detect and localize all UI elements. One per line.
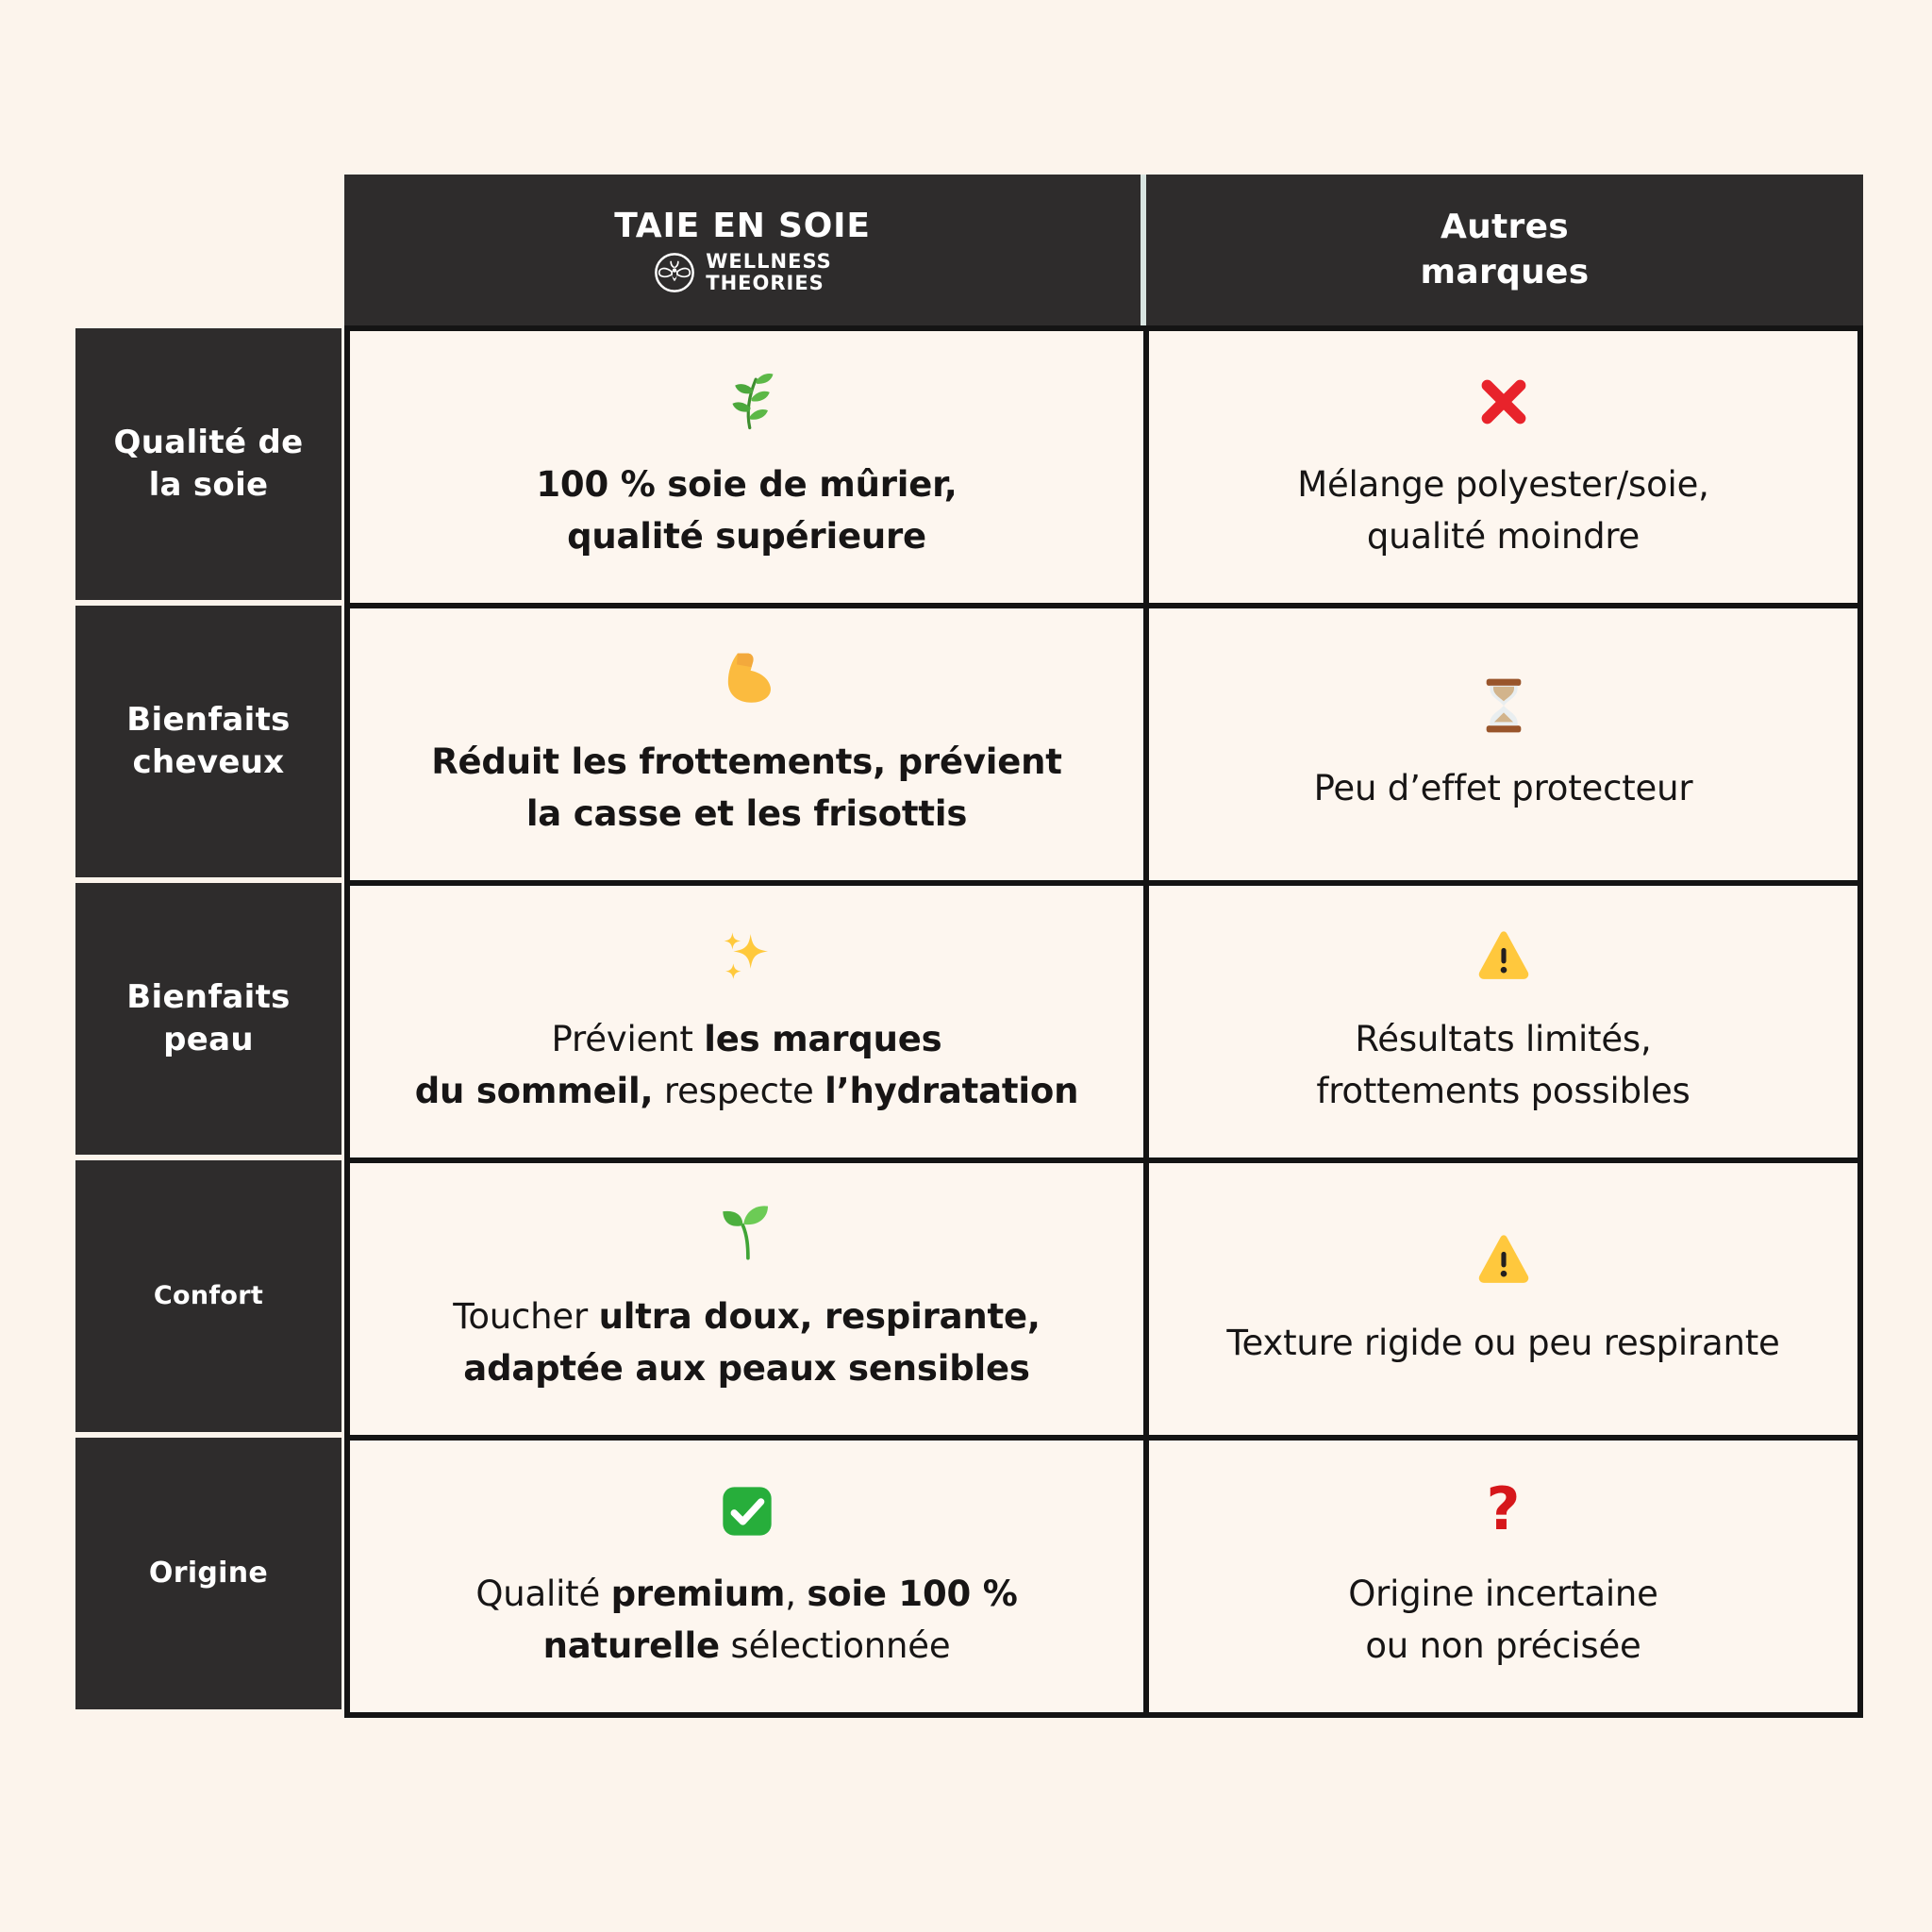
cell-text-line: Mélange polyester/soie,	[1297, 464, 1709, 506]
row-label-column	[75, 328, 341, 1709]
row-label-line: peau	[163, 1021, 254, 1058]
cell-text-line: Prévient les marques	[551, 1019, 942, 1060]
cell-text	[475, 1569, 1017, 1673]
cell-text-line: du sommeil, respecte l’hydratation	[414, 1071, 1079, 1111]
cell-text-line: la casse et les frisottis	[525, 793, 968, 834]
brand-logo-block	[653, 251, 832, 294]
other-brands-line-1: Autres	[1440, 208, 1570, 247]
red-question-mark-icon: ?	[1486, 1474, 1521, 1544]
cell-text	[1226, 1318, 1779, 1370]
brand-cell	[350, 1441, 1143, 1712]
row-label-line: Qualité de	[113, 424, 304, 462]
row-label	[75, 1160, 341, 1432]
brand-logo-line-1: WELLNESS	[706, 249, 832, 273]
row-label	[75, 883, 341, 1155]
brand-cell	[350, 1163, 1143, 1435]
cell-text	[453, 1291, 1041, 1395]
check-mark-button-icon	[716, 1480, 778, 1542]
bee-logo-icon	[653, 251, 696, 294]
cell-text-line: ou non précisée	[1365, 1625, 1641, 1666]
row-label-line: Bienfaits	[126, 978, 291, 1017]
brand-cell	[350, 331, 1143, 603]
cell-text-line: Résultats limités,	[1355, 1019, 1652, 1060]
cell-text-line: frottements possibles	[1316, 1071, 1690, 1111]
row-label-line: cheveux	[132, 743, 285, 781]
cell-text	[1316, 1014, 1690, 1118]
row-label-line: Bienfaits	[126, 701, 291, 740]
brand-cell	[350, 886, 1143, 1158]
cell-text-line: naturelle sélectionnée	[542, 1625, 951, 1666]
cell-text-line: Qualité premium, soie 100 %	[475, 1574, 1018, 1615]
brand-logo-wordmark	[706, 251, 832, 293]
cell-text	[431, 737, 1062, 841]
flexed-biceps-icon	[716, 648, 778, 710]
comparison-table	[344, 175, 1863, 1718]
warning-icon	[1473, 1229, 1535, 1291]
header-other-brands-column	[1146, 175, 1863, 325]
table-header	[344, 175, 1863, 325]
sparkles-icon	[716, 925, 778, 988]
row-label	[75, 328, 341, 600]
cell-text-line: Origine incertaine	[1348, 1574, 1658, 1615]
other-brands-cell	[1149, 1441, 1857, 1712]
cell-text-line: Réduit les frottements, prévient	[431, 741, 1062, 783]
row-label-line: Confort	[153, 1281, 264, 1311]
cell-text	[1297, 459, 1709, 563]
cell-text-line: qualité supérieure	[567, 516, 926, 557]
cross-mark-icon	[1473, 371, 1535, 433]
brand-logo-line-2: THEORIES	[706, 271, 824, 294]
hourglass-icon	[1473, 675, 1535, 737]
cell-text	[415, 1014, 1079, 1118]
cell-text-line: 100 % soie de mûrier,	[536, 464, 958, 506]
row-label-line: la soie	[148, 466, 269, 504]
row-label-line: Origine	[148, 1557, 269, 1591]
row-label	[75, 1438, 341, 1709]
table-body	[344, 325, 1863, 1718]
cell-text-line: Peu d’effet protecteur	[1313, 767, 1693, 808]
warning-icon	[1473, 925, 1535, 988]
other-brands-line-2: marques	[1420, 253, 1590, 291]
cell-text	[1314, 763, 1693, 815]
other-brands-cell	[1149, 1163, 1857, 1435]
row-label	[75, 606, 341, 877]
cell-text	[1348, 1569, 1657, 1673]
brand-column-title: TAIE EN SOIE	[614, 206, 871, 245]
cell-text-line: qualité moindre	[1366, 516, 1641, 557]
cell-text-line: Toucher ultra doux, respirante,	[453, 1296, 1041, 1338]
cell-text	[536, 459, 957, 563]
herb-icon	[716, 371, 778, 433]
other-brands-cell	[1149, 886, 1857, 1158]
cell-text-line: adaptée aux peaux sensibles	[463, 1348, 1030, 1389]
seedling-icon	[716, 1203, 778, 1265]
brand-cell	[350, 608, 1143, 880]
cell-text-line: Texture rigide ou peu respirante	[1226, 1322, 1780, 1363]
other-brands-cell	[1149, 331, 1857, 603]
header-brand-column	[344, 175, 1141, 325]
other-brands-cell	[1149, 608, 1857, 880]
